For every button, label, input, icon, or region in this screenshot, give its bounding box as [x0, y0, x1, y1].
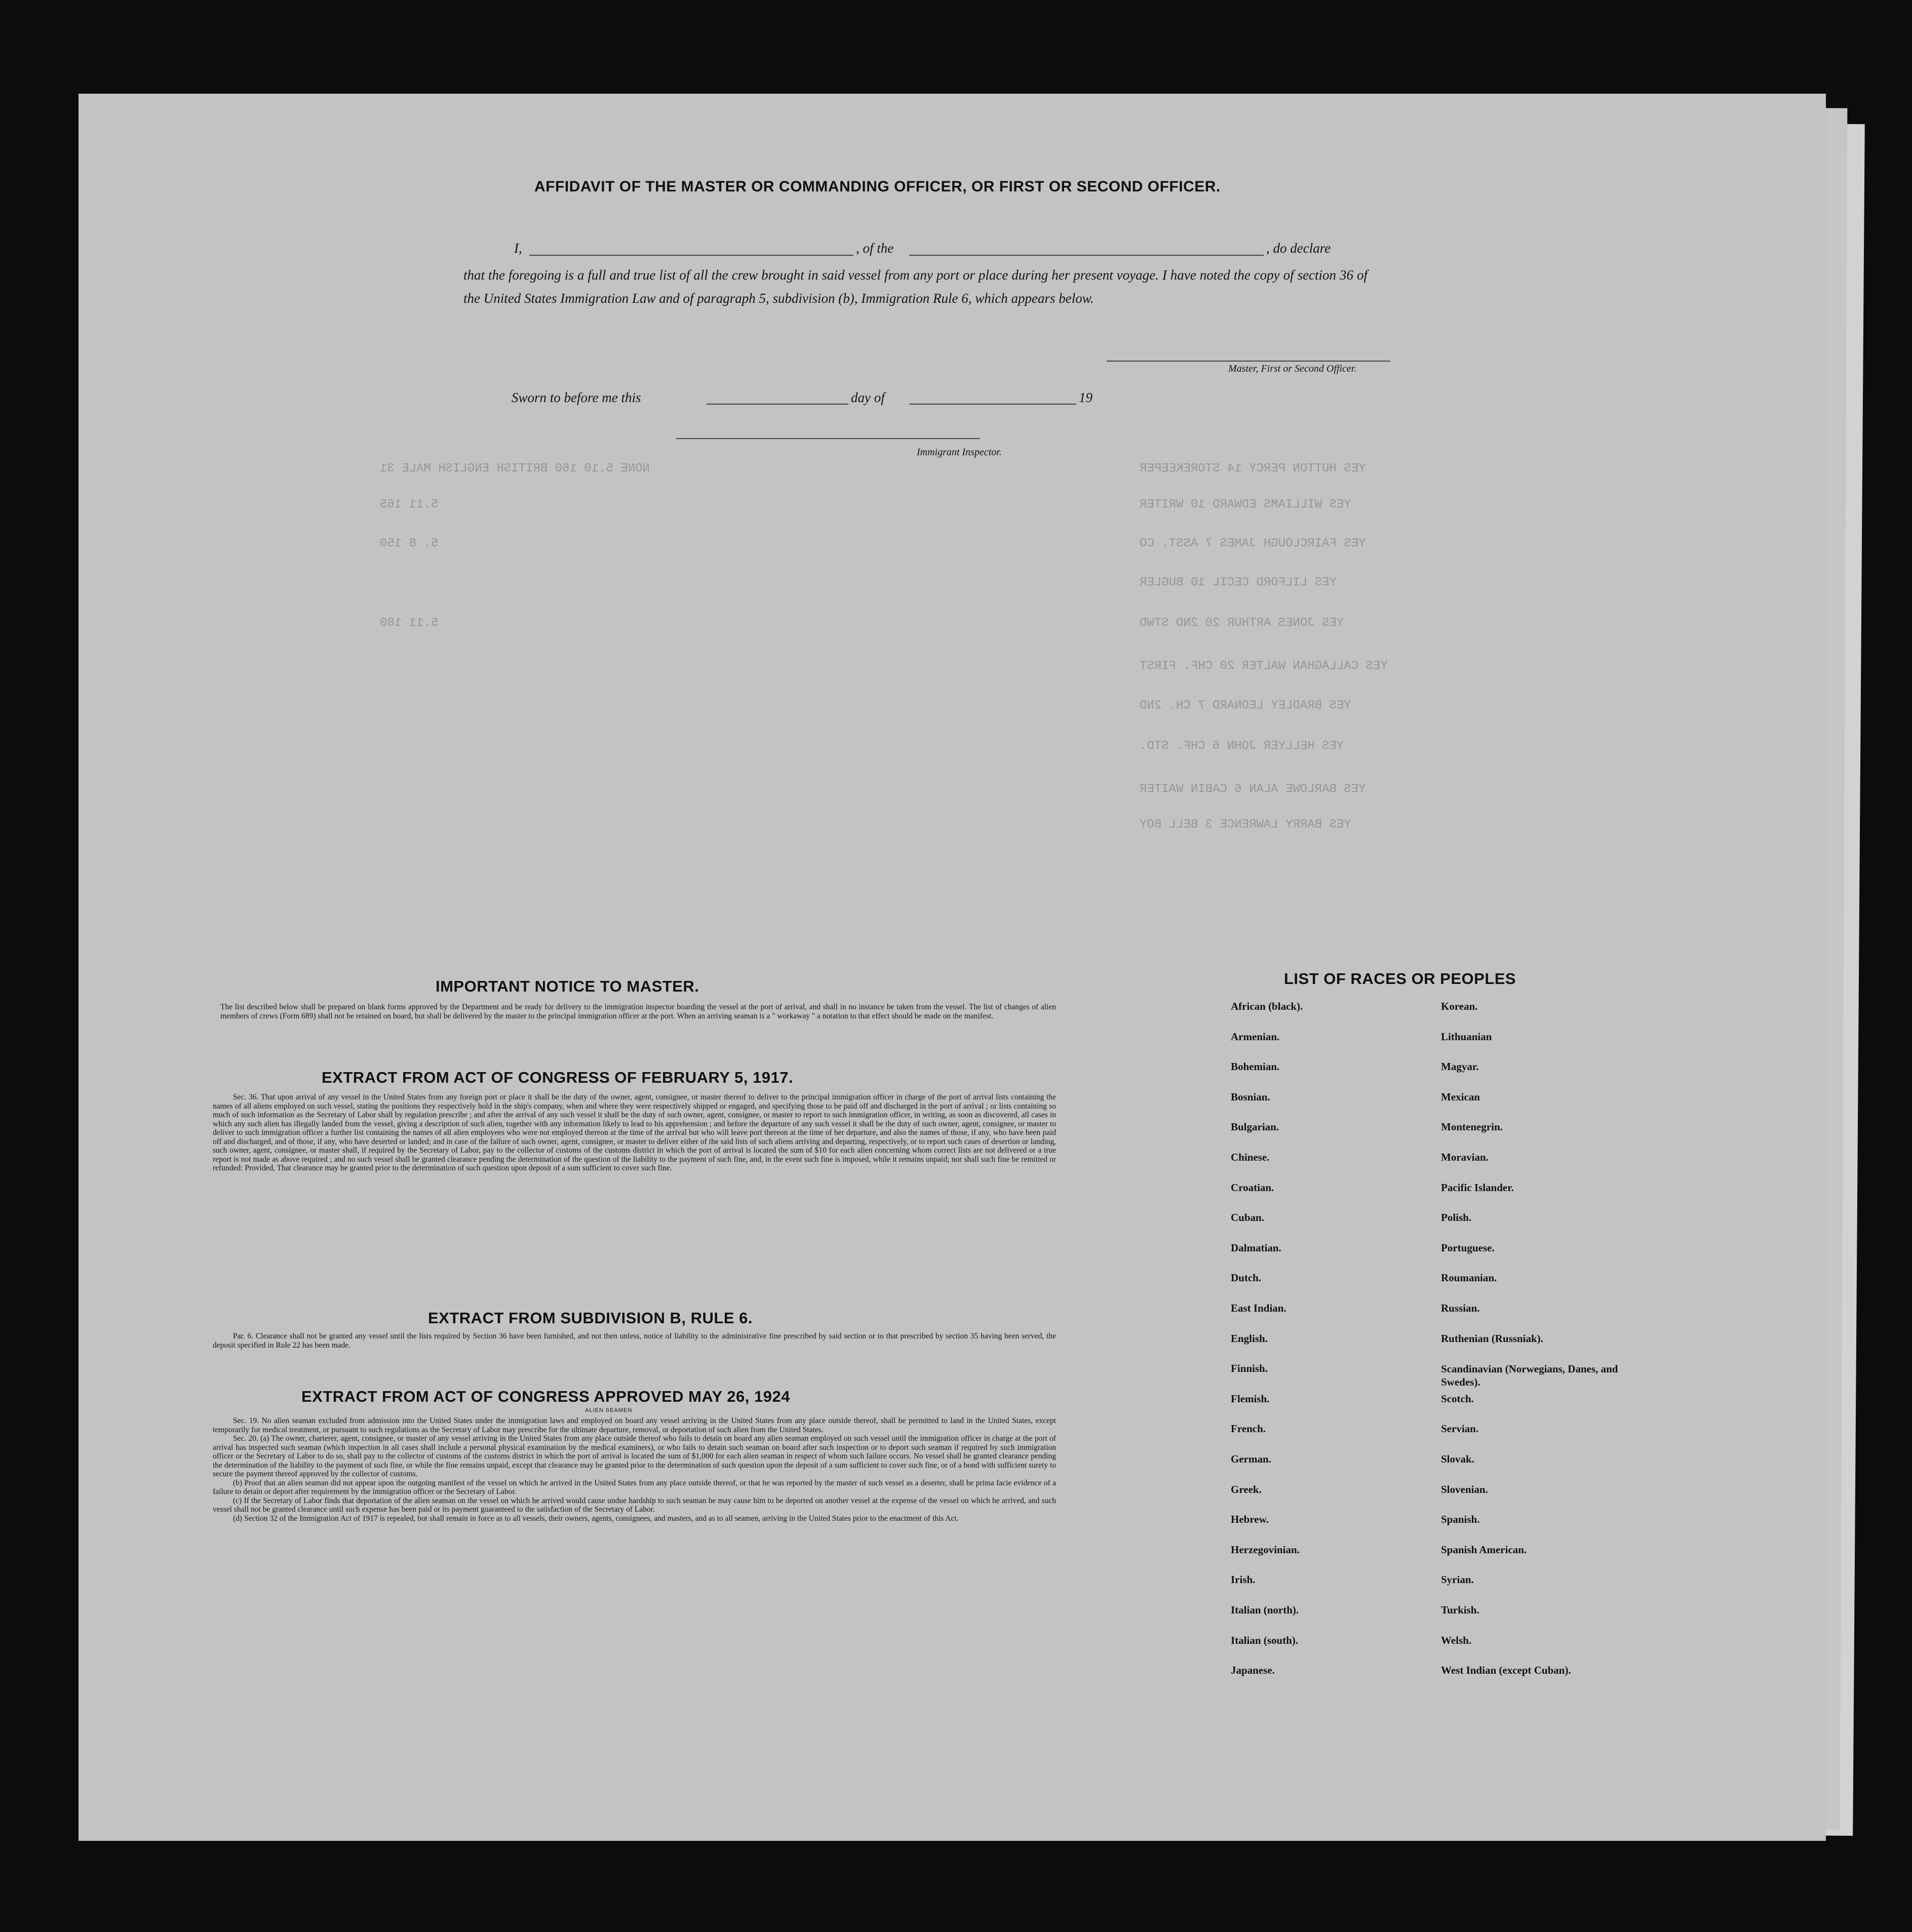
race-item: Slovenian.: [1441, 1483, 1488, 1495]
bleed-through: NONE 5.10 160 BRITISH ENGLISH MALE 31: [380, 462, 650, 476]
affidavit-do-declare: , do declare: [1266, 241, 1331, 256]
master-label: Master, First or Second Officer.: [1228, 363, 1357, 374]
race-item: Flemish.: [1231, 1392, 1270, 1405]
extract-1917-body: Sec. 36. That upon arrival of any vessel in the United States from any foreign port or place it shall be the duty of the owner, agent, consignee, or master thereof to deliver to the principal immigration officer in charge of the port of arrival lists containing the names of all aliens employed on such vessel, stating the positions they respectively hold in the ship's company, when and where they were respectively shipped or engaged, and specifying those to be paid off and discharged in the port of arrival ; or lists containing so much of such information as the Secretary of Labor shall by regulation prescribe ; and after the arrival of any such vessel it shall be the duty of such owner, agent, consignee, or master to report to such immigration officer, in writing, as soon as discovered, all cases in which any such alien has illegally landed from the vessel, giving a description of such alien, together with any information likely to lead to his apprehension ; and before the departure of any such vessel it shall be the duty of such owner, agent, consignee, or master to deliver to such immigration officer a further list containing the names of all alien employees who were not employed thereon at the time of the arrival but who will leave port thereon at the time of her departure, and also the names of those, if any, who have been paid off and discharged, and of those, if any, who have deserted or landed; and in case of the failure of such owner, agent, consignee, or master to deliver either of the said lists of such aliens arriving and departing, respectively, or to report such cases of desertion or landing, such owner, agent, consignee, or master shall, if required by the Secretary of Labor, pay to the collector of customs of the customs district in which the port of arrival is located the sum of $10 for each alien concerning whom correct lists are not delivered or a true report is not made as above required ; and no such vessel shall be granted clearance pending the determination of the question of the liability to the payment of such fine, and, in the event such fine is imposed, while it remains unpaid; nor shall such fine be remitted or refunded: Provided, That clearance may be granted prior to the determination of such question upon deposit of a sum sufficient to cover such fine.: [213, 1093, 1056, 1172]
extract-1924-title: EXTRACT FROM ACT OF CONGRESS APPROVED MAY 26, 1924: [301, 1388, 790, 1405]
race-item: Dutch.: [1231, 1272, 1262, 1284]
race-item: Cuban.: [1231, 1211, 1264, 1224]
extract-1924-subtitle: ALIEN SEAMEN: [585, 1407, 633, 1413]
race-item: Greek.: [1231, 1483, 1262, 1495]
affidavit-of-the: , of the: [856, 241, 894, 256]
race-item: Montenegrin.: [1441, 1121, 1503, 1133]
name-blank[interactable]: [529, 255, 853, 256]
sworn-day-blank[interactable]: [707, 404, 848, 405]
affidavit-title: AFFIDAVIT OF THE MASTER OR COMMANDING OFFICER, OR FIRST OR SECOND OFFICER.: [534, 178, 1221, 195]
affidavit-i: I,: [514, 241, 522, 256]
race-item: Italian (north).: [1231, 1604, 1299, 1616]
race-item: Hebrew.: [1231, 1513, 1269, 1526]
bleed-through: YES HELLYER JOHN 6 CHF. STD.: [1140, 739, 1344, 753]
rule6-title: EXTRACT FROM SUBDIVISION B, RULE 6.: [428, 1309, 753, 1327]
race-item: East Indian.: [1231, 1302, 1286, 1314]
bleed-through: YES BARLOWE ALAN 6 CABIN WAITER: [1140, 782, 1366, 796]
sworn-month-blank[interactable]: [909, 404, 1076, 405]
race-item: Croatian.: [1231, 1181, 1274, 1194]
race-item: Herzegovinian.: [1231, 1543, 1300, 1556]
race-item: German.: [1231, 1453, 1271, 1465]
bleed-through: 5.11 180: [380, 616, 439, 630]
race-item: Armenian.: [1231, 1030, 1280, 1043]
bleed-through: YES BARRY LAWRENCE 3 BELL BOY: [1140, 818, 1351, 832]
bleed-through: YES BRADLEY LEONARD 7 CH. 2ND: [1140, 699, 1351, 713]
race-item: Pacific Islander.: [1441, 1181, 1514, 1194]
sworn-label: Sworn to before me this: [512, 390, 641, 405]
race-item: Dalmatian.: [1231, 1241, 1281, 1254]
race-item: West Indian (except Cuban).: [1441, 1664, 1571, 1677]
race-item: Mexican: [1441, 1090, 1480, 1103]
sec19-paragraph: Sec. 19. No alien seaman excluded from admission into the United States under the immigration laws and employed on board any vessel arriving in the United States from any place outside thereof, shall be permitted to land in the United States, except temporarily for medical treatment, or pursuant to such regulations as the Secretary of Labor may prescribe for the ultimate departure, removal, or deportation of such alien from the United States.: [213, 1416, 1056, 1434]
master-signature-line[interactable]: [1107, 361, 1390, 362]
day-of-label: day of: [851, 390, 885, 405]
race-item: Slovak.: [1441, 1453, 1474, 1465]
race-item: Scandinavian (Norwegians, Danes, and Swedes).: [1441, 1363, 1618, 1389]
race-item: Bosnian.: [1231, 1090, 1270, 1103]
sec20d-paragraph: (d) Section 32 of the Immigration Act of 1917 is repealed, but shall remain in force as to all vessels, their owners, agents, consignees, and masters, and as to all seamen, arriving in the United States prior to the enactment of this Act.: [233, 1514, 959, 1523]
bleed-through: YES CALLAGHAN WALTER 20 CHF. FIRST: [1140, 659, 1388, 673]
manifest-page: [79, 94, 1826, 1841]
race-item: Italian (south).: [1231, 1634, 1299, 1646]
race-item: Welsh.: [1441, 1634, 1472, 1646]
races-title: LIST OF RACES OR PEOPLES: [1284, 970, 1516, 988]
race-item: Magyar.: [1441, 1060, 1479, 1073]
extract-1924-text: [213, 1416, 1056, 1523]
race-item: Syrian.: [1441, 1573, 1474, 1586]
race-item: English.: [1231, 1332, 1268, 1345]
affidavit-body: that the foregoing is a full and true list of all the crew brought in said vessel from any port or place during her present voyage. I have noted the copy of section 36 of the United States Immigration Law and of paragraph 5, subdivision (b), Immigration Rule 6, which appears below.: [463, 267, 1368, 306]
race-item: French.: [1231, 1423, 1266, 1435]
race-item: Bulgarian.: [1231, 1121, 1279, 1133]
extract-1917-title: EXTRACT FROM ACT OF CONGRESS OF FEBRUARY 5, 1917.: [322, 1069, 794, 1086]
race-item: Polish.: [1441, 1211, 1472, 1224]
race-item: Moravian.: [1441, 1151, 1489, 1163]
race-item: Korean.: [1441, 1000, 1478, 1012]
inspector-signature-line[interactable]: [676, 438, 980, 439]
sec20c-paragraph: (c) If the Secretary of Labor finds that deportation of the alien seaman on the vessel on which he arrived would cause undue hardship to such seaman he may cause him to be deported on another vessel at the expense of the vessel on which he arrived, and such vessel shall not be granted clearance until such expense has been paid or its payment guaranteed to the satisfaction of the Secretary of Labor.: [213, 1496, 1056, 1514]
race-item: Japanese.: [1231, 1664, 1275, 1677]
race-item: Spanish.: [1441, 1513, 1480, 1526]
race-item: Bohemian.: [1231, 1060, 1280, 1073]
race-item: Spanish American.: [1441, 1543, 1527, 1556]
bleed-through: 5. 8 150: [380, 537, 439, 550]
race-item: Russian.: [1441, 1302, 1480, 1314]
sworn-year: 19: [1079, 390, 1092, 405]
bleed-through: YES FAIRCLOUGH JAMES 7 ASST. CO: [1140, 537, 1366, 550]
race-item: Finnish.: [1231, 1362, 1268, 1375]
race-item: African (black).: [1231, 1000, 1303, 1012]
race-item: Irish.: [1231, 1573, 1256, 1586]
race-item: Ruthenian (Russniak).: [1441, 1332, 1543, 1345]
bleed-through: YES JONES ARTHUR 20 2ND STWD: [1140, 616, 1344, 630]
notice-title: IMPORTANT NOTICE TO MASTER.: [436, 977, 699, 995]
race-item: Portuguese.: [1441, 1241, 1495, 1254]
bleed-through: YES LILFORD CECIL 10 BUGLER: [1140, 576, 1337, 589]
vessel-blank[interactable]: [909, 255, 1264, 256]
inspector-label: Immigrant Inspector.: [917, 447, 1002, 458]
sec20a-paragraph: Sec. 20. (a) The owner, charterer, agent, consignee, or master of any vessel arriving in the United States from any place outside thereof who fails to detain on board any alien seaman employed on such vessel until the immigration officer in charge at the port of arrival has inspected such seaman (which inspection in all cases shall include a personal physical examination by the medical examiners), or who fails to detain such seaman on board after such inspection or to deport such seaman if required by such immigration officer or the Secretary of Labor to do so, shall pay to the collector of customs of the customs district in which the port of arrival is located the sum of $1,000 for each alien seaman in respect of whom such failure occurs. No vessel shall be granted clearance pending the determination of the liability to the payment of such fine, or while the fine remains unpaid, except that clearance may be granted prior to the determination of such question upon the deposit of a sum sufficient to cover such fine, or of a bond with sufficient surety to secure the payment thereof approved by the collector of customs.: [213, 1434, 1056, 1478]
race-item: Turkish.: [1441, 1604, 1479, 1616]
race-item: Scotch.: [1441, 1392, 1474, 1405]
race-item: Roumanian.: [1441, 1272, 1497, 1284]
sec20b-paragraph: (b) Proof that an alien seaman did not appear upon the outgoing manifest of the vessel on which he arrived in the United States from any place outside thereof, or that he was reported by the master of such vessel as a deserter, shall be prima facie evidence of a failure to detain or deport after requirement by the immigration officer or the Secretary of Labor.: [213, 1478, 1056, 1496]
notice-body: The list described below shall be prepared on blank forms approved by the Department and be ready for delivery to the immigration inspector boarding the vessel at the port of arrival, and shall in no instance be taken from the vessel. The list of changes of alien members of crews (Form 689) shall not be retained on board, but shall be delivered by the master to the principal immigration officer at the port. When an arriving seaman is a " workaway " a notation to that effect should be made on the manifest.: [220, 1003, 1056, 1020]
race-item: Servian.: [1441, 1423, 1479, 1435]
bleed-through: YES WILLIAMS EDWARD 10 WRITER: [1140, 498, 1351, 511]
race-item: Lithuanian: [1441, 1030, 1492, 1043]
race-item: Chinese.: [1231, 1151, 1270, 1163]
rule6-body: Par. 6. Clearance shall not be granted any vessel until the lists required by Section 36 have been furnished, and not then unless, notice of liability to the administrative fine prescribed by said section or to that prescribed by section 35 having been served, the deposit specified in Rule 22 has been made.: [213, 1332, 1056, 1350]
bleed-through: YES HUTTON PERCY 14 STOREKEEPER: [1140, 462, 1366, 476]
bleed-through: 5.11 165: [380, 498, 439, 511]
